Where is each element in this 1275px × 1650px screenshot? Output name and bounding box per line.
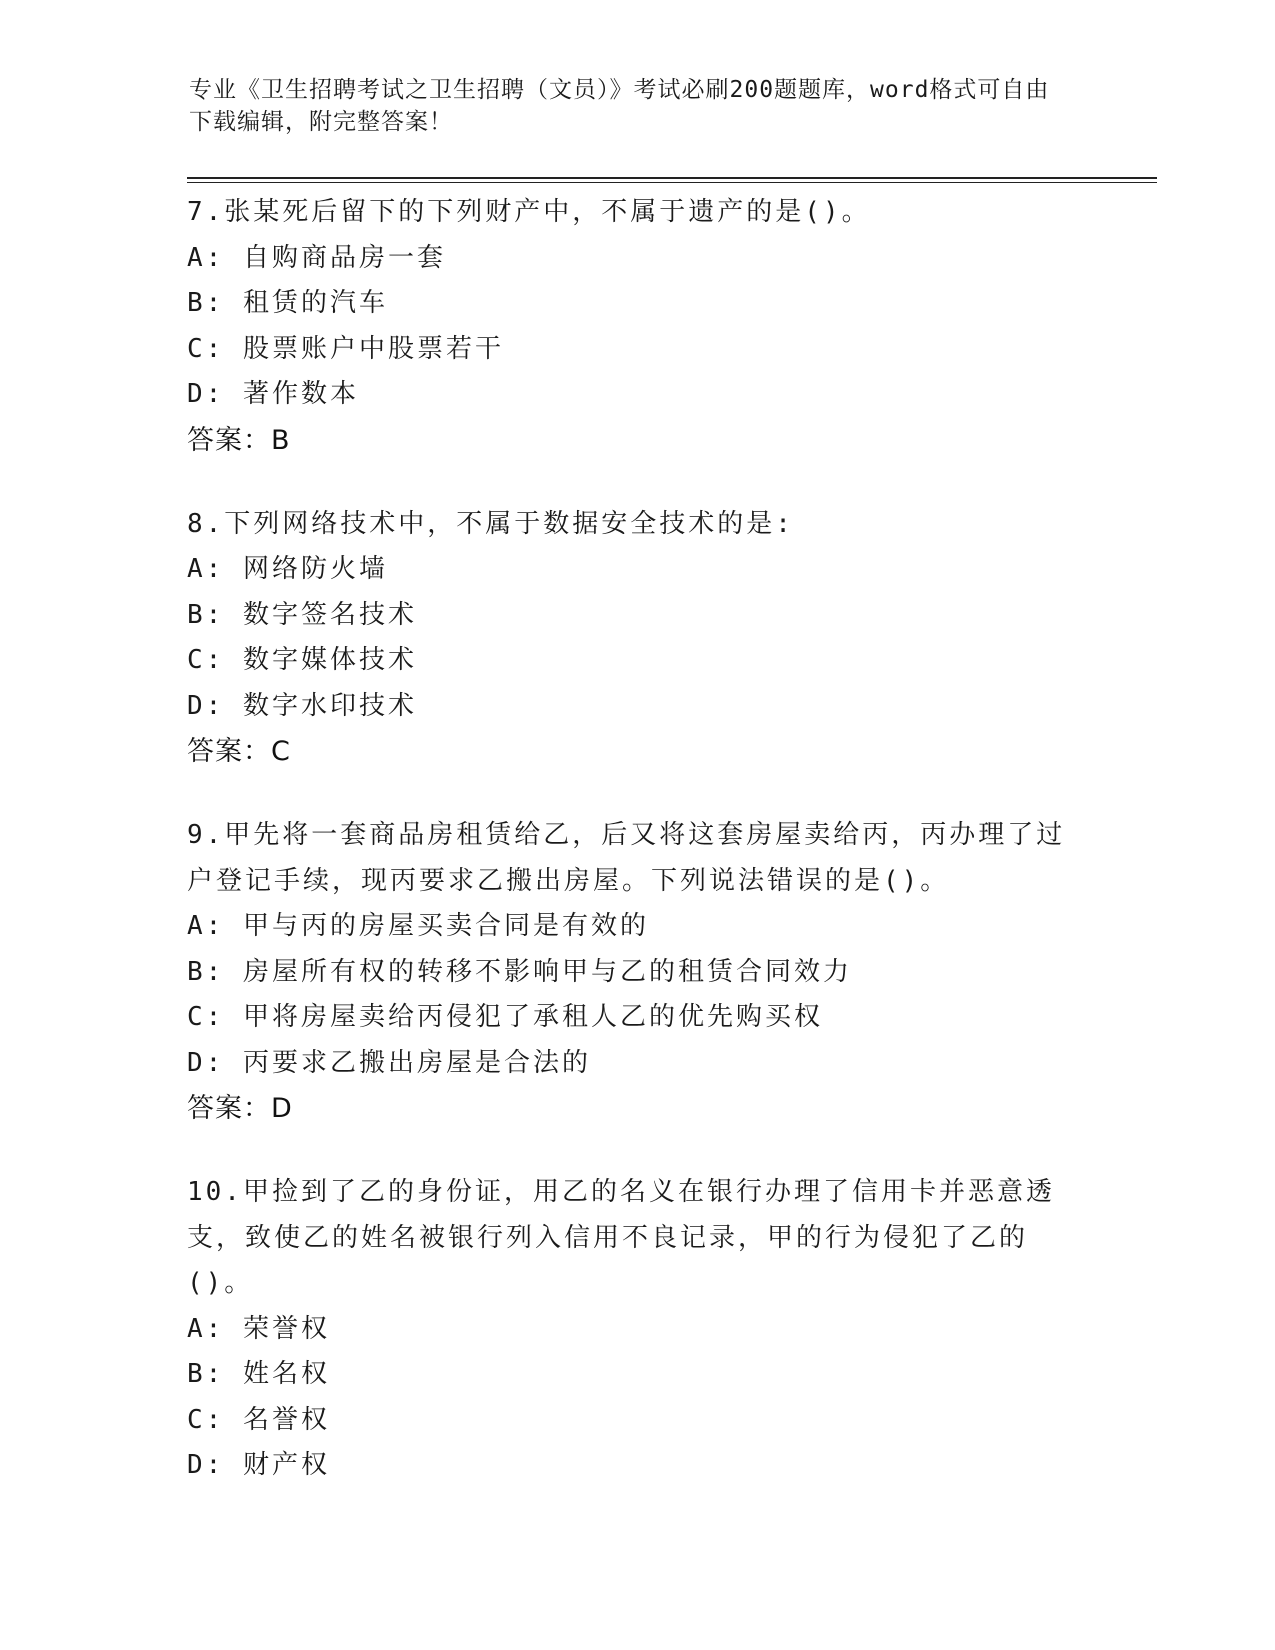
question-10 [187,1170,1087,1489]
option-c: C: 数字媒体技术 [187,645,417,675]
option-b: B: 数字签名技术 [187,599,417,630]
option-d: D: 著作数本 [187,379,359,409]
header-divider-thin [187,182,1157,183]
option-c: C: 股票账户中股票若干 [187,333,504,364]
document-header: 专业《卫生招聘考试之卫生招聘（文员）》考试必刷200题题库，word格式可自由下载编辑，附完整答案！ [189,77,1050,135]
answer-line: 答案：C [187,736,291,767]
option-d: D: 丙要求乙搬出房屋是合法的 [187,1047,591,1078]
header-divider-thick [187,177,1157,179]
option-c: C: 名誉权 [187,1404,330,1435]
question-text: 9.甲先将一套商品房租赁给乙，后又将这套房屋卖给丙，丙办理了过户登记手续，现丙要求乙搬出房屋。下列说法错误的是()。 [187,820,1066,896]
option-b: B: 房屋所有权的转移不影响甲与乙的租赁合同效力 [187,956,852,987]
option-b: B: 姓名权 [187,1359,330,1389]
option-d: D: 财产权 [187,1450,330,1480]
question-8 [187,502,1087,776]
option-a: A: 网络防火墙 [187,554,388,584]
question-list [187,190,1087,1527]
question-text: 10.甲捡到了乙的身份证，用乙的名义在银行办理了信用卡并恶意透支，致使乙的姓名被银行列入信用不良记录，甲的行为侵犯了乙的()。 [187,1177,1055,1298]
option-a: A: 自购商品房一套 [187,242,446,273]
option-a: A: 荣誉权 [187,1313,330,1344]
question-9 [187,813,1087,1132]
answer-line: 答案：B [187,424,291,456]
option-a: A: 甲与丙的房屋买卖合同是有效的 [187,911,649,941]
answer-line: 答案：D [187,1093,293,1124]
option-c: C: 甲将房屋卖给丙侵犯了承租人乙的优先购买权 [187,1002,823,1032]
option-b: B: 租赁的汽车 [187,288,388,318]
question-7 [187,190,1087,464]
question-text: 8.下列网络技术中，不属于数据安全技术的是: [187,508,794,539]
option-d: D: 数字水印技术 [187,690,417,721]
question-text: 7.张某死后留下的下列财产中，不属于遗产的是()。 [187,197,871,227]
